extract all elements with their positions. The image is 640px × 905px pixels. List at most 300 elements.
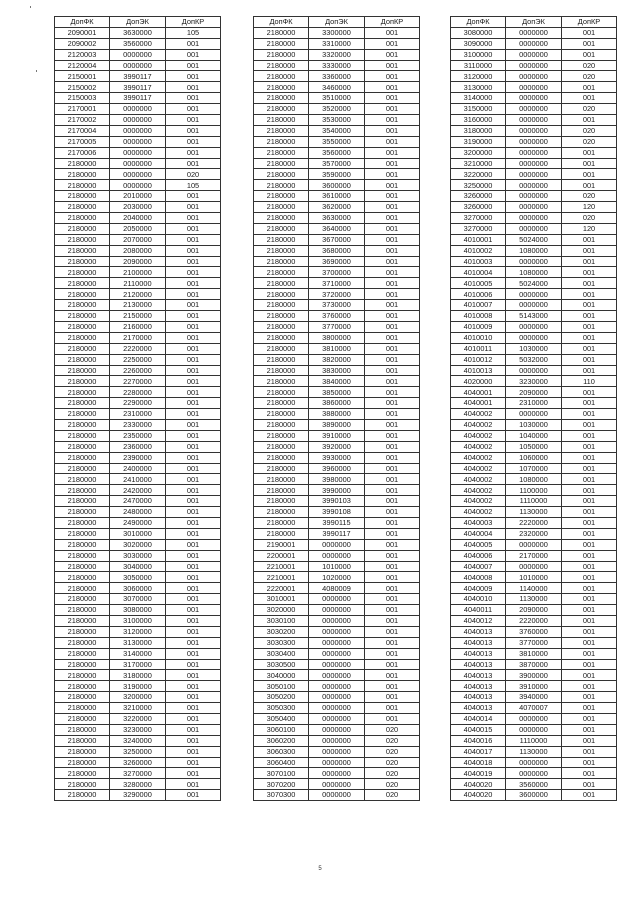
cell-dopfk: 4040004 <box>451 528 506 539</box>
table-row <box>55 93 221 104</box>
cell-dopkr: 020 <box>562 104 617 115</box>
cell-dopek: 3840000 <box>309 376 365 387</box>
table-row <box>55 583 221 594</box>
cell-dopek: 1010000 <box>309 561 365 572</box>
cell-dopek: 3280000 <box>110 779 166 790</box>
cell-dopkr: 001 <box>365 463 420 474</box>
table-row <box>254 419 420 430</box>
cell-dopfk: 4040002 <box>451 409 506 420</box>
table-row <box>451 790 617 801</box>
cell-dopkr: 001 <box>365 147 420 158</box>
cell-dopfk: 4010009 <box>451 321 506 332</box>
cell-dopfk: 4010001 <box>451 234 506 245</box>
cell-dopkr: 020 <box>562 213 617 224</box>
cell-dopfk: 2150001 <box>55 71 110 82</box>
cell-dopek: 3080000 <box>110 605 166 616</box>
cell-dopfk: 2180000 <box>55 311 110 322</box>
cell-dopek: 0000000 <box>506 82 562 93</box>
cell-dopfk: 2180000 <box>254 528 309 539</box>
cell-dopkr: 001 <box>562 234 617 245</box>
cell-dopek: 2150000 <box>110 311 166 322</box>
table-row <box>254 376 420 387</box>
cell-dopek: 3300000 <box>309 27 365 38</box>
cell-dopfk: 2180000 <box>254 49 309 60</box>
cell-dopfk: 2180000 <box>55 332 110 343</box>
cell-dopkr: 001 <box>166 703 221 714</box>
cell-dopek: 0000000 <box>309 681 365 692</box>
cell-dopek: 3990117 <box>110 82 166 93</box>
cell-dopfk: 2180000 <box>254 409 309 420</box>
cell-dopkr: 001 <box>166 409 221 420</box>
cell-dopek: 2270000 <box>110 376 166 387</box>
cell-dopfk: 2180000 <box>254 60 309 71</box>
table-row <box>451 507 617 518</box>
table-row <box>451 746 617 757</box>
table-row <box>254 300 420 311</box>
cell-dopkr: 001 <box>562 561 617 572</box>
cell-dopkr: 001 <box>562 289 617 300</box>
cell-dopfk: 2180000 <box>254 365 309 376</box>
cell-dopek: 2480000 <box>110 507 166 518</box>
cell-dopkr: 001 <box>365 605 420 616</box>
cell-dopek: 1080000 <box>506 267 562 278</box>
header-dopek: ДопЭК <box>506 17 562 28</box>
cell-dopfk: 2180000 <box>254 245 309 256</box>
cell-dopkr: 001 <box>562 626 617 637</box>
table-row <box>55 550 221 561</box>
cell-dopek: 3520000 <box>309 104 365 115</box>
cell-dopfk: 2180000 <box>55 430 110 441</box>
cell-dopkr: 001 <box>365 659 420 670</box>
cell-dopfk: 2180000 <box>55 376 110 387</box>
cell-dopek: 3630000 <box>110 27 166 38</box>
table-row <box>254 180 420 191</box>
table-row <box>451 517 617 528</box>
cell-dopek: 3120000 <box>110 626 166 637</box>
table-row <box>55 419 221 430</box>
table-row <box>254 463 420 474</box>
cell-dopek: 3810000 <box>506 648 562 659</box>
table-row <box>55 681 221 692</box>
cell-dopfk: 2180000 <box>254 332 309 343</box>
cell-dopfk: 2180000 <box>55 321 110 332</box>
table-row <box>254 60 420 71</box>
cell-dopfk: 2180000 <box>254 300 309 311</box>
cell-dopfk: 2180000 <box>254 354 309 365</box>
cell-dopek: 0000000 <box>506 365 562 376</box>
cell-dopfk: 2210001 <box>254 572 309 583</box>
header-dopfk: ДопФК <box>254 17 309 28</box>
cell-dopkr: 001 <box>166 463 221 474</box>
table-row <box>451 572 617 583</box>
cell-dopfk: 4040009 <box>451 583 506 594</box>
cell-dopkr: 001 <box>166 115 221 126</box>
cell-dopkr: 001 <box>562 746 617 757</box>
cell-dopek: 0000000 <box>506 180 562 191</box>
cell-dopfk: 2180000 <box>55 746 110 757</box>
cell-dopfk: 2180000 <box>55 365 110 376</box>
cell-dopfk: 2150003 <box>55 93 110 104</box>
cell-dopek: 0000000 <box>110 104 166 115</box>
cell-dopek: 0000000 <box>506 768 562 779</box>
table-row <box>55 724 221 735</box>
cell-dopfk: 4010002 <box>451 245 506 256</box>
cell-dopfk: 3050400 <box>254 714 309 725</box>
cell-dopfk: 2180000 <box>254 180 309 191</box>
cell-dopkr: 001 <box>166 376 221 387</box>
cell-dopkr: 001 <box>166 561 221 572</box>
cell-dopkr: 001 <box>166 714 221 725</box>
cell-dopkr: 001 <box>562 615 617 626</box>
cell-dopek: 0000000 <box>309 615 365 626</box>
table-row <box>55 300 221 311</box>
cell-dopkr: 001 <box>365 409 420 420</box>
code-table-3 <box>450 16 617 801</box>
table-row <box>254 441 420 452</box>
table-row <box>55 746 221 757</box>
table-row <box>451 735 617 746</box>
table-row <box>254 496 420 507</box>
cell-dopkr: 001 <box>166 496 221 507</box>
cell-dopfk: 2180000 <box>55 757 110 768</box>
cell-dopek: 1110000 <box>506 496 562 507</box>
cell-dopfk: 2180000 <box>254 387 309 398</box>
cell-dopek: 3690000 <box>309 256 365 267</box>
cell-dopkr: 001 <box>365 496 420 507</box>
table-row <box>55 332 221 343</box>
cell-dopfk: 3150000 <box>451 104 506 115</box>
cell-dopkr: 001 <box>562 528 617 539</box>
cell-dopek: 3180000 <box>110 670 166 681</box>
cell-dopek: 0000000 <box>309 539 365 550</box>
cell-dopkr: 020 <box>562 125 617 136</box>
cell-dopek: 0000000 <box>309 605 365 616</box>
cell-dopfk: 3180000 <box>451 125 506 136</box>
table-row <box>55 626 221 637</box>
cell-dopkr: 001 <box>166 365 221 376</box>
cell-dopkr: 001 <box>166 191 221 202</box>
scan-speck <box>36 70 37 72</box>
cell-dopek: 2310000 <box>110 409 166 420</box>
cell-dopek: 0000000 <box>506 38 562 49</box>
cell-dopkr: 001 <box>365 550 420 561</box>
header-dopfk: ДопФК <box>451 17 506 28</box>
cell-dopek: 0000000 <box>506 300 562 311</box>
cell-dopfk: 3250000 <box>451 180 506 191</box>
cell-dopkr: 001 <box>562 419 617 430</box>
table-row <box>55 430 221 441</box>
cell-dopfk: 4040013 <box>451 626 506 637</box>
cell-dopfk: 4040001 <box>451 398 506 409</box>
cell-dopek: 1140000 <box>506 583 562 594</box>
cell-dopkr: 001 <box>562 735 617 746</box>
cell-dopek: 3330000 <box>309 60 365 71</box>
table-row <box>451 441 617 452</box>
table-row <box>55 147 221 158</box>
cell-dopek: 1110000 <box>506 735 562 746</box>
cell-dopkr: 001 <box>365 681 420 692</box>
cell-dopek: 3990117 <box>110 71 166 82</box>
cell-dopkr: 001 <box>365 637 420 648</box>
table-row <box>451 409 617 420</box>
cell-dopkr: 020 <box>365 757 420 768</box>
cell-dopfk: 2180000 <box>55 779 110 790</box>
cell-dopkr: 001 <box>166 82 221 93</box>
header-dopek: ДопЭК <box>110 17 166 28</box>
table-row <box>451 615 617 626</box>
table-row <box>254 681 420 692</box>
table-row <box>254 234 420 245</box>
cell-dopkr: 001 <box>562 583 617 594</box>
table-row <box>451 71 617 82</box>
table-row <box>55 234 221 245</box>
table-row <box>451 637 617 648</box>
cell-dopek: 3100000 <box>110 615 166 626</box>
cell-dopek: 0000000 <box>309 779 365 790</box>
cell-dopkr: 001 <box>562 169 617 180</box>
cell-dopkr: 001 <box>166 735 221 746</box>
cell-dopkr: 001 <box>166 681 221 692</box>
cell-dopkr: 001 <box>166 528 221 539</box>
cell-dopek: 2170000 <box>506 550 562 561</box>
scan-speck <box>30 6 31 8</box>
table-row <box>55 343 221 354</box>
cell-dopek: 0000000 <box>506 71 562 82</box>
cell-dopek: 3610000 <box>309 191 365 202</box>
cell-dopkr: 001 <box>562 387 617 398</box>
cell-dopkr: 001 <box>166 60 221 71</box>
cell-dopek: 3910000 <box>309 430 365 441</box>
cell-dopek: 0000000 <box>309 637 365 648</box>
cell-dopfk: 4010008 <box>451 311 506 322</box>
cell-dopfk: 3200000 <box>451 147 506 158</box>
cell-dopkr: 001 <box>562 670 617 681</box>
cell-dopfk: 3050300 <box>254 703 309 714</box>
cell-dopkr: 001 <box>562 180 617 191</box>
table-row <box>55 169 221 180</box>
cell-dopfk: 2180000 <box>254 343 309 354</box>
cell-dopkr: 020 <box>562 191 617 202</box>
cell-dopek: 0000000 <box>110 180 166 191</box>
cell-dopkr: 105 <box>166 180 221 191</box>
cell-dopfk: 2180000 <box>254 71 309 82</box>
table-body <box>451 27 617 800</box>
cell-dopkr: 001 <box>365 387 420 398</box>
table-row <box>451 430 617 441</box>
cell-dopfk: 2180000 <box>254 256 309 267</box>
table-row <box>451 147 617 158</box>
cell-dopkr: 001 <box>166 648 221 659</box>
cell-dopfk: 4040020 <box>451 790 506 801</box>
table-body <box>55 27 221 800</box>
table-row <box>55 311 221 322</box>
table-row <box>254 452 420 463</box>
cell-dopfk: 4040013 <box>451 670 506 681</box>
cell-dopek: 1080000 <box>506 474 562 485</box>
cell-dopek: 2090000 <box>506 387 562 398</box>
cell-dopkr: 020 <box>562 71 617 82</box>
cell-dopek: 3860000 <box>309 398 365 409</box>
cell-dopek: 1010000 <box>506 572 562 583</box>
cell-dopfk: 2180000 <box>55 659 110 670</box>
cell-dopkr: 001 <box>562 648 617 659</box>
table-row <box>55 38 221 49</box>
table-row <box>451 234 617 245</box>
table-row <box>451 278 617 289</box>
cell-dopfk: 4040002 <box>451 496 506 507</box>
cell-dopek: 3730000 <box>309 300 365 311</box>
cell-dopek: 3990117 <box>309 528 365 539</box>
table-row <box>254 136 420 147</box>
cell-dopek: 0000000 <box>110 169 166 180</box>
cell-dopkr: 020 <box>365 724 420 735</box>
cell-dopek: 3570000 <box>309 158 365 169</box>
cell-dopek: 3880000 <box>309 409 365 420</box>
cell-dopfk: 2180000 <box>254 376 309 387</box>
cell-dopfk: 2180000 <box>254 223 309 234</box>
cell-dopfk: 2180000 <box>55 452 110 463</box>
cell-dopfk: 3090000 <box>451 38 506 49</box>
cell-dopek: 0000000 <box>309 703 365 714</box>
cell-dopkr: 001 <box>166 507 221 518</box>
cell-dopek: 0000000 <box>309 768 365 779</box>
cell-dopek: 3320000 <box>309 49 365 60</box>
cell-dopkr: 001 <box>166 300 221 311</box>
cell-dopkr: 001 <box>365 485 420 496</box>
cell-dopek: 0000000 <box>110 147 166 158</box>
cell-dopek: 2360000 <box>110 441 166 452</box>
cell-dopek: 0000000 <box>309 735 365 746</box>
cell-dopfk: 2180000 <box>254 213 309 224</box>
cell-dopkr: 105 <box>166 27 221 38</box>
cell-dopfk: 4040012 <box>451 615 506 626</box>
cell-dopek: 3240000 <box>110 735 166 746</box>
cell-dopek: 3620000 <box>309 202 365 213</box>
table-row <box>254 321 420 332</box>
cell-dopek: 2390000 <box>110 452 166 463</box>
cell-dopek: 5032000 <box>506 354 562 365</box>
cell-dopfk: 4040013 <box>451 637 506 648</box>
cell-dopkr: 001 <box>365 332 420 343</box>
cell-dopkr: 001 <box>166 550 221 561</box>
cell-dopkr: 120 <box>562 202 617 213</box>
cell-dopek: 2070000 <box>110 234 166 245</box>
cell-dopfk: 4010012 <box>451 354 506 365</box>
cell-dopfk: 2090001 <box>55 27 110 38</box>
cell-dopfk: 3110000 <box>451 60 506 71</box>
cell-dopek: 0000000 <box>506 93 562 104</box>
cell-dopfk: 2180000 <box>254 93 309 104</box>
cell-dopek: 3510000 <box>309 93 365 104</box>
cell-dopfk: 3190000 <box>451 136 506 147</box>
table-row <box>55 594 221 605</box>
table-row <box>451 125 617 136</box>
cell-dopek: 3850000 <box>309 387 365 398</box>
table-row <box>451 561 617 572</box>
cell-dopfk: 2180000 <box>55 419 110 430</box>
cell-dopkr: 001 <box>365 82 420 93</box>
cell-dopfk: 2180000 <box>55 485 110 496</box>
table-row <box>451 757 617 768</box>
cell-dopkr: 001 <box>166 485 221 496</box>
cell-dopek: 0000000 <box>309 670 365 681</box>
cell-dopek: 3310000 <box>309 38 365 49</box>
cell-dopek: 1040000 <box>506 430 562 441</box>
cell-dopfk: 2180000 <box>254 147 309 158</box>
cell-dopek: 2490000 <box>110 517 166 528</box>
table-row <box>55 561 221 572</box>
table-row <box>451 289 617 300</box>
cell-dopek: 3260000 <box>110 757 166 768</box>
cell-dopkr: 001 <box>365 365 420 376</box>
cell-dopkr: 001 <box>365 572 420 583</box>
cell-dopfk: 2180000 <box>254 430 309 441</box>
cell-dopkr: 001 <box>562 768 617 779</box>
cell-dopkr: 001 <box>166 158 221 169</box>
table-row <box>55 409 221 420</box>
cell-dopkr: 001 <box>166 517 221 528</box>
cell-dopek: 2470000 <box>110 496 166 507</box>
cell-dopkr: 001 <box>365 191 420 202</box>
table-row <box>254 692 420 703</box>
header-dopkr: ДопКР <box>365 17 420 28</box>
cell-dopkr: 001 <box>365 115 420 126</box>
table-row <box>451 365 617 376</box>
cell-dopfk: 2180000 <box>55 724 110 735</box>
table-row <box>254 223 420 234</box>
code-table-2 <box>253 16 420 801</box>
cell-dopkr: 001 <box>166 626 221 637</box>
table-row <box>254 125 420 136</box>
cell-dopek: 1100000 <box>506 485 562 496</box>
table-row <box>451 256 617 267</box>
cell-dopfk: 4040010 <box>451 594 506 605</box>
cell-dopfk: 3010001 <box>254 594 309 605</box>
cell-dopfk: 2180000 <box>254 419 309 430</box>
table-row <box>254 387 420 398</box>
cell-dopfk: 4040002 <box>451 463 506 474</box>
cell-dopfk: 2180000 <box>254 158 309 169</box>
cell-dopfk: 2180000 <box>55 180 110 191</box>
cell-dopfk: 3030400 <box>254 648 309 659</box>
table-row <box>55 474 221 485</box>
cell-dopek: 0000000 <box>110 125 166 136</box>
cell-dopek: 0000000 <box>309 692 365 703</box>
cell-dopkr: 001 <box>166 724 221 735</box>
cell-dopkr: 001 <box>365 594 420 605</box>
table-row <box>254 670 420 681</box>
cell-dopfk: 3020000 <box>254 605 309 616</box>
cell-dopkr: 001 <box>365 670 420 681</box>
cell-dopkr: 001 <box>365 528 420 539</box>
cell-dopkr: 001 <box>166 234 221 245</box>
cell-dopek: 0000000 <box>506 191 562 202</box>
cell-dopfk: 2180000 <box>254 115 309 126</box>
table-row <box>55 115 221 126</box>
cell-dopkr: 001 <box>365 321 420 332</box>
cell-dopfk: 2180000 <box>55 213 110 224</box>
cell-dopfk: 2180000 <box>55 278 110 289</box>
cell-dopek: 0000000 <box>506 409 562 420</box>
cell-dopek: 2100000 <box>110 267 166 278</box>
cell-dopkr: 001 <box>365 376 420 387</box>
cell-dopfk: 4040013 <box>451 692 506 703</box>
cell-dopek: 0000000 <box>506 49 562 60</box>
cell-dopfk: 2180000 <box>254 191 309 202</box>
table-row <box>254 626 420 637</box>
table-row <box>254 539 420 550</box>
cell-dopkr: 001 <box>365 626 420 637</box>
